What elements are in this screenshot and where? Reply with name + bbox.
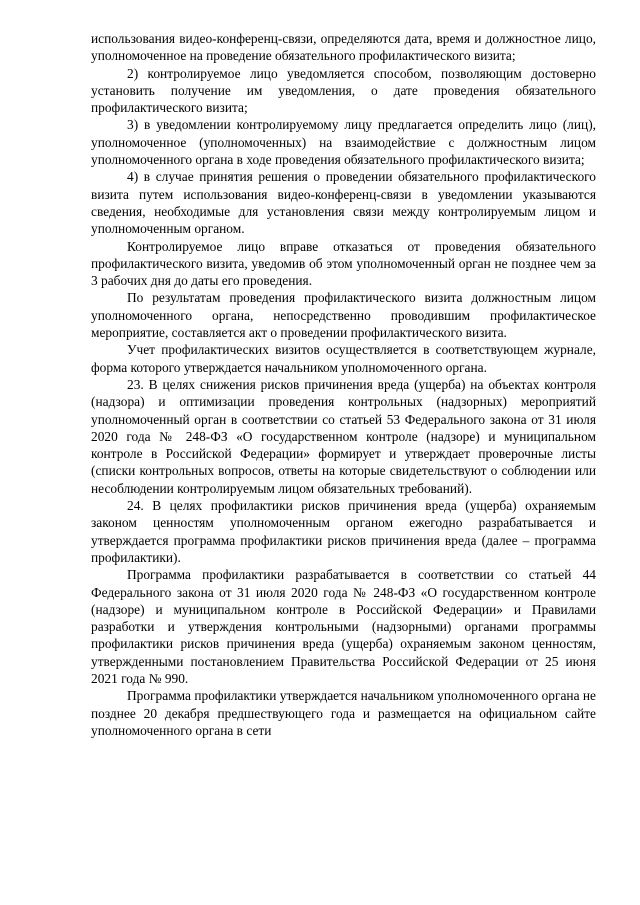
paragraph-video-conference-continuation: использования видео-конференц-связи, определяются дата, время и должностное лицо, уполномоченное на проведение обязательного профилактического визита; (91, 31, 596, 64)
paragraph-visit-journal: Учет профилактических визитов осуществляется в соответствующем журнале, форма которого утверждается начальником уполномоченного органа. (91, 342, 596, 375)
paragraph-section-24-program: 24. В целях профилактики рисков причинения вреда (ущерба) охраняемым законом ценностям уполномоченным органом ежегодно разрабатывается и утверждается программа профилактики рисков причинения вреда (далее – программа профилактики). (91, 498, 596, 565)
paragraph-program-approval: Программа профилактики утверждается начальником уполномоченного органа не позднее 20 декабря предшествующего года и размещается на официальном сайте уполномоченного органа в сети (91, 688, 596, 738)
paragraph-refusal-right: Контролируемое лицо вправе отказаться от проведения обязательного профилактического визита, уведомив об этом уполномоченный орган не позднее чем за 3 рабочих дня до даты его проведения. (91, 238, 596, 289)
paragraph-item-4-video-link: 4) в случае принятия решения о проведении обязательного профилактического визита путем использования видео-конференц-связи в уведомлении указываются сведения, необходимые для установления связи между контролируемым лицом и уполномоченным органом. (91, 169, 596, 237)
paragraph-item-3-representative: 3) в уведомлении контролируемому лицу предлагается определить лицо (лиц), уполномоченное (уполномоченных) на взаимодействие с должностным лицом уполномоченного органа в ходе проведения обязательного профилактического визита; (91, 117, 596, 168)
paragraph-item-2-notification: 2) контролируемое лицо уведомляется способом, позволяющим достоверно установить получение им уведомления, о дате проведения обязательного профилактического визита; (91, 65, 596, 116)
paragraph-section-23-checklists: 23. В целях снижения рисков причинения вреда (ущерба) на объектах контроля (надзора) и оптимизации проведения контрольных (надзорных) мероприятий уполномоченный орган в соответствии со статьей 53 Федерального закона от 31 июля 2020 года № 248-ФЗ «О государственном контроле (надзоре) и муниципальном контроле в Российской Федерации» формирует и утверждает проверочные листы (списки контрольных вопросов, ответы на которые свидетельствуют о соблюдении или несоблюдении контролируемым лицом обязательных требований). (91, 376, 596, 496)
paragraph-program-development: Программа профилактики разрабатывается в соответствии со статьей 44 Федерального закона от 31 июля 2020 года № 248-ФЗ «О государственном контроле (надзоре) и муниципальном контроле в Российской Федерации» и Правилами разработки и утверждения контрольными (надзорными) органами программы профилактики рисков причинения вреда (ущерба) охраняемым законом ценностям, утвержденными постановлением Правительства Российской Федерации от 25 июня 2021 года № 990. (91, 567, 596, 686)
paragraph-visit-act: По результатам проведения профилактического визита должностным лицом уполномоченного органа, непосредственно проводившим профилактическое мероприятие, составляется акт о проведении профилактического визита. (91, 290, 596, 341)
document-page (91, 30, 596, 739)
